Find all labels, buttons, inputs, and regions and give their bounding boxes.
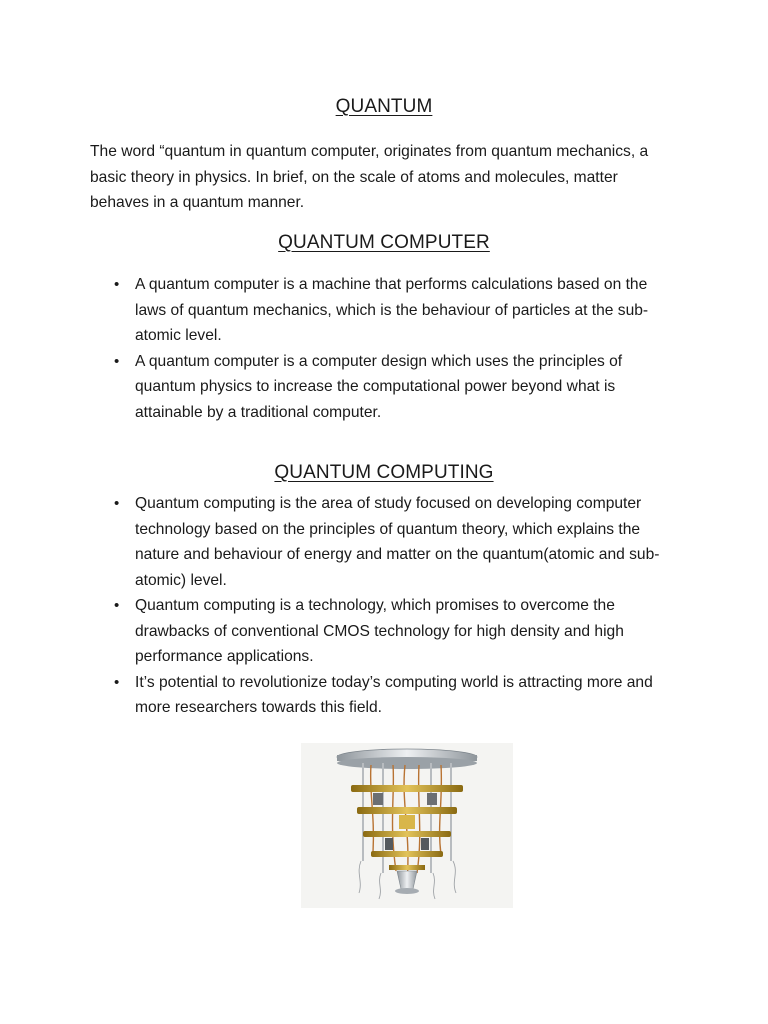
quantum-computing-list (0, 491, 768, 721)
list-item (0, 670, 680, 721)
quantum-chandelier-illustration (301, 743, 513, 908)
list-item (0, 593, 680, 670)
intro-paragraph: The word “quantum in quantum computer, originates from quantum mechanics, a basic theory in physics. In brief, on the scale of atoms and molecules, matter behaves in a quantum manner. (90, 143, 649, 211)
bullet-icon: • (114, 352, 120, 370)
bullet-icon: • (114, 495, 120, 512)
list-item (0, 272, 680, 349)
quantum-computer-image (301, 743, 513, 908)
list-item (0, 491, 680, 593)
list-item-text: A quantum computer is a machine that performs calculations based on the laws of quantum mechanics, which is the behaviour of particles at the sub-atomic level. (135, 276, 649, 344)
heading-quantum-computer: QUANTUM COMPUTER (278, 232, 490, 253)
bullet-icon: • (114, 276, 120, 293)
heading-quantum-computing: QUANTUM COMPUTING (274, 462, 494, 483)
list-item-text: Quantum computing is a technology, which promises to overcome the drawbacks of conventional CMOS technology for high density and high performance applications. (135, 597, 624, 665)
bullet-icon: • (114, 673, 120, 691)
quantum-computer-list (0, 272, 768, 425)
list-item-text: It’s potential to revolutionize today’s computing world is attracting more and more researchers towards this field. (135, 673, 653, 716)
heading-quantum: QUANTUM (335, 96, 433, 117)
list-item-text: A quantum computer is a computer design which uses the principles of quantum physics to increase the computational power beyond what is attainable by a traditional computer. (135, 352, 623, 421)
list-item-text: Quantum computing is the area of study focused on developing computer technology based on the principles of quantum theory, which explains the nature and behaviour of energy and matter on the quantum(atomic and sub-atomic) level. (135, 495, 660, 589)
list-item (0, 349, 680, 426)
bullet-icon: • (114, 597, 120, 614)
